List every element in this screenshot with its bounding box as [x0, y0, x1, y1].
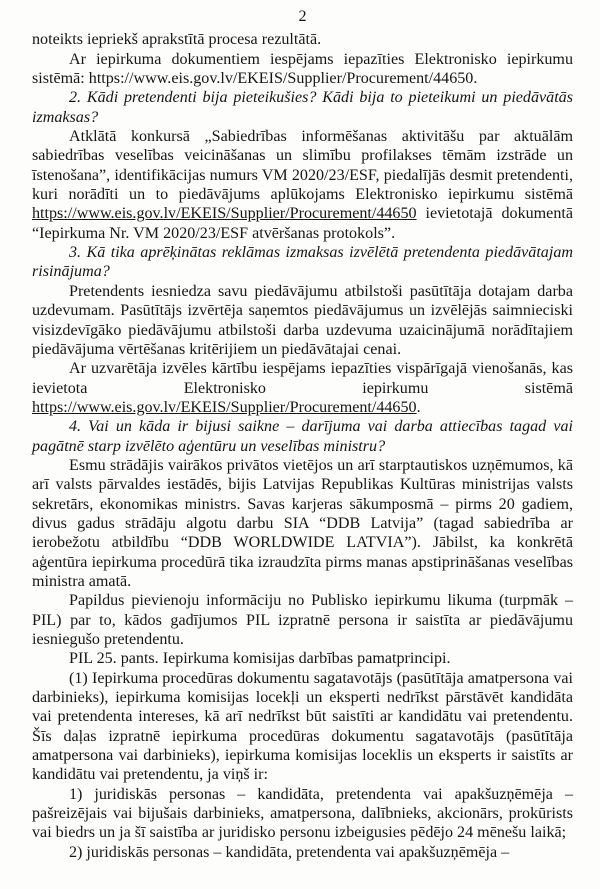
paragraph-documents-access	[32, 50, 573, 89]
paragraph-pil-intro	[32, 591, 573, 649]
paragraph-career-history	[32, 456, 573, 591]
paragraph-pil-point-1	[32, 785, 573, 843]
text-run: noteikts iepriekš aprakstītā procesa rezultātā.	[32, 31, 322, 49]
text-run: Ar iepirkuma dokumentiem iespējams iepazīties Elektronisko iepirkumu sistēmā: https://www.eis.gov.lv/EKEIS/Supplier/Procurement/44650.	[32, 50, 573, 88]
paragraph-pil-clause-1	[32, 669, 573, 785]
paragraph-pil-point-2	[32, 843, 573, 862]
text-run: 4. Vai un kāda ir bijusi saikne – darījuma vai darba attiecības tagad vai pagātnē starp izvēlēto aģentūru un veselības ministru?	[32, 418, 573, 455]
paragraph-tender-evaluation	[32, 282, 573, 359]
procurement-link[interactable]: https://www.eis.gov.lv/EKEIS/Supplier/Procurement/44650	[32, 398, 417, 416]
text-run: Papildus pievienoju informāciju no Publisko iepirkumu likuma (turpmāk – PIL) par to, kādos gadījumos PIL izpratnē persona ir saistīta ar piedāvājumu iesniegušo pretendentu.	[32, 592, 573, 648]
paragraph-winner-selection	[32, 359, 573, 417]
paragraph-continuation	[32, 30, 573, 49]
document-body	[32, 30, 573, 862]
text-run: 1) juridiskās personas – kandidāta, pretendenta vai apakšuzņēmēja – pašreizējais vai bijušais darbinieks, amatpersona, dalībnieks, akcionārs, prokūrists vai biedrs un ja šī saistība ar juridisko personu izbeigusies pēdējo 24 mēnešu laikā;	[32, 785, 573, 842]
text-run: .	[416, 398, 421, 416]
page-number: 2	[298, 8, 307, 25]
question-4	[32, 417, 573, 456]
text-run: 2) juridiskās personas – kandidāta, pretendenta vai apakšuzņēmēja –	[69, 843, 510, 861]
text-run: PIL 25. pants. Iepirkuma komisijas darbības pamatprincipi.	[69, 650, 451, 668]
text-run: ievietotajā dokumentā “Iepirkuma Nr. VM 2020/23/ESF atvēršanas protokols”.	[32, 205, 573, 242]
text-run: Pretendents iesniedza savu piedāvājumu atbilstoši pasūtītāja dotajam darba uzdevumam. Pasūtītājs izvērtēja saņemtos piedāvājumus un izvēlējās saimnieciski visizdevīgāko piedāvājumu atbilstoši darba uzdevuma uzaicinājumā norādītajiem piedāvājuma vērtēšanas kritērijiem un piedāvātajai cenai.	[32, 282, 573, 358]
text-run: Ar uzvarētāja izvēles kārtību iespējams iepazīties vispārīgajā vienošanās, kas ievietota Elektronisko iepirkumu sistēmā	[32, 360, 573, 397]
text-run: (1) Iepirkuma procedūras dokumentu sagatavotājs (pasūtītāja amatpersona vai darbinieks), iepirkuma komisijas locekļi un eksperti nedrīkst pārstāvēt kandidāta vai pretendenta intereses, kā arī nedrīkst būt saistīti ar kandidātu vai pretendentu. Šīs daļas izpratnē iepirkuma procedūras dokumentu sagatavotājs (pasūtītāja amatpersona vai darbinieks), iepirkuma komisijas loceklis un eksperts ir saistīts ar kandidātu vai pretendentu, ja viņš ir:	[32, 669, 573, 784]
procurement-link[interactable]: https://www.eis.gov.lv/EKEIS/Supplier/Procurement/44650	[32, 205, 417, 223]
paragraph-pil-article-title	[32, 649, 573, 668]
question-3	[32, 243, 573, 282]
text-run: 2. Kādi pretendenti bija pieteikušies? Kādi bija to pieteikumi un piedāvātās izmaksas?	[32, 89, 573, 126]
paragraph-open-competition	[32, 127, 573, 243]
text-run: 3. Kā tika aprēķinātas reklāmas izmaksas izvēlētā pretendenta piedāvātajam risinājuma?	[32, 244, 573, 281]
text-run: Atklātā konkursā „Sabiedrības informēšanas aktivitāšu par aktuālām sabiedrības veselības veicināšanas un slimību profilakses tēmām izstrāde un īstenošana”, identifikācijas numurs VM 2020/23/ESF, piedalījās desmit pretendenti, kuri norādīti un to piedāvājums aplūkojams Elektronisko iepirkumu sistēmā	[32, 128, 573, 204]
text-run: Esmu strādājis vairākos privātos vietējos un arī starptautiskos uzņēmumos, kā arī valsts pārvaldes iestādēs, bijis Latvijas Republikas Kultūras ministrijas valsts sekretārs, ekonomikas ministrs. Savas karjeras sākumposmā – pirms 20 gadiem, divus gadus strādāju algotu darbu SIA “DDB Latvija” (tagad sabiedrība ar ierobežotu atbildību “DDB WORLDWIDE LATVIA”). Jābilst, ka konkrētā aģentūra iepirkuma procedūrā tika izraudzīta pirms manas apstiprināšanas veselības ministra amatā.	[32, 456, 573, 590]
question-2	[32, 88, 573, 127]
